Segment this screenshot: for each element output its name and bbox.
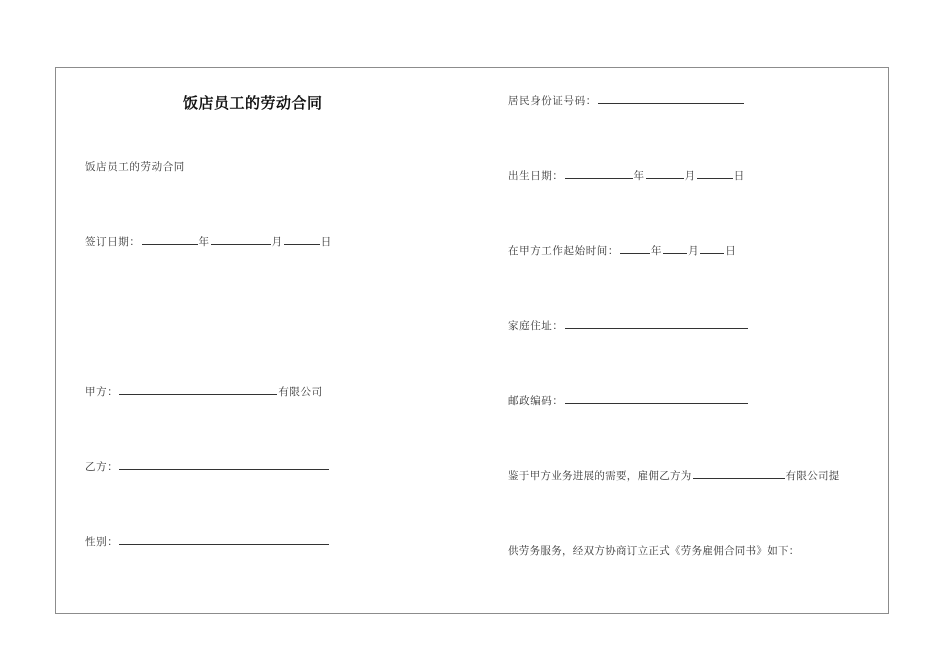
subtitle — [85, 159, 185, 174]
start-date-line — [508, 243, 736, 258]
start-day-blank[interactable] — [700, 244, 724, 254]
party-b-label: 乙方： — [85, 461, 119, 473]
year-unit: 年 — [633, 170, 645, 182]
party-a-blank[interactable] — [119, 385, 277, 395]
postcode-blank[interactable] — [565, 394, 748, 404]
gender-label: 性别： — [85, 536, 119, 548]
id-number-blank[interactable] — [598, 94, 744, 104]
intro-line-2 — [508, 543, 800, 558]
intro-line2: 供劳务服务，经双方协商订立正式《劳务雇佣合同书》如下： — [508, 545, 800, 557]
intro-line1-suffix: 有限公司提 — [785, 470, 840, 482]
company-name-blank[interactable] — [693, 469, 785, 479]
day-unit: 日 — [320, 236, 332, 248]
sign-date-line — [85, 234, 332, 249]
postcode-label: 邮政编码： — [508, 395, 564, 407]
sign-date-label: 签订日期： — [85, 236, 141, 248]
start-month-blank[interactable] — [663, 244, 687, 254]
id-number-label: 居民身份证号码： — [508, 95, 597, 107]
sign-month-blank[interactable] — [211, 235, 271, 245]
id-number-line — [508, 93, 745, 108]
party-b-line — [85, 459, 330, 474]
address-line — [508, 318, 749, 333]
address-label: 家庭住址： — [508, 320, 564, 332]
party-a-label: 甲方： — [85, 386, 119, 398]
document-title: 饭店员工的劳动合同 — [183, 94, 323, 112]
sign-day-blank[interactable] — [284, 235, 320, 245]
start-year-blank[interactable] — [620, 244, 650, 254]
birth-year-blank[interactable] — [565, 169, 633, 179]
party-a-suffix: 有限公司 — [278, 386, 323, 398]
month-unit: 月 — [271, 236, 283, 248]
birth-day-blank[interactable] — [697, 169, 733, 179]
start-date-label: 在甲方工作起始时间： — [508, 245, 619, 257]
birth-month-blank[interactable] — [646, 169, 684, 179]
address-blank[interactable] — [565, 319, 748, 329]
gender-line — [85, 534, 330, 549]
month-unit: 月 — [684, 170, 696, 182]
postcode-line — [508, 393, 749, 408]
birth-date-label: 出生日期： — [508, 170, 564, 182]
document-page — [55, 67, 889, 614]
gender-blank[interactable] — [119, 535, 329, 545]
intro-line1-prefix: 鉴于甲方业务进展的需要，雇佣乙方为 — [508, 470, 692, 482]
subtitle-text: 饭店员工的劳动合同 — [85, 161, 185, 173]
party-a-line — [85, 384, 323, 399]
year-unit: 年 — [651, 245, 663, 257]
month-unit: 月 — [688, 245, 700, 257]
day-unit: 日 — [733, 170, 745, 182]
party-b-blank[interactable] — [119, 460, 329, 470]
birth-date-line — [508, 168, 745, 183]
year-unit: 年 — [198, 236, 210, 248]
intro-line-1 — [508, 468, 840, 483]
sign-year-blank[interactable] — [142, 235, 198, 245]
day-unit: 日 — [725, 245, 737, 257]
